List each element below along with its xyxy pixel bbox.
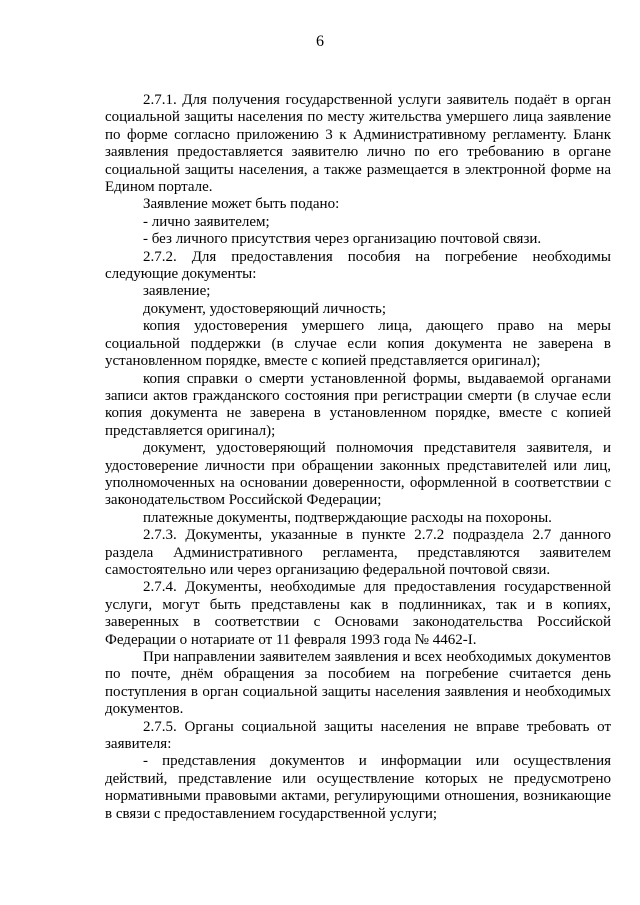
paragraph-submission-methods: Заявление может быть подано: (143, 196, 340, 213)
list-item-by-post: - без личного присутствия через организацию почтовой связи. (143, 231, 542, 248)
paragraph-postal-submission: При направлении заявителем заявления и всех необходимых документов по почте, днём обращения за пособием на погребение считается день поступления в орган социальной защиты населения заявления и необходимых документов. (105, 649, 611, 718)
list-item-application: заявление; (143, 283, 211, 300)
paragraph-2-7-4: 2.7.4. Документы, необходимые для предоставления государственной услуги, могут быть представлены как в подлинниках, так и в копиях, заверенных в соответствии с Основами законодательства Российской Федерации о нотариате от 11 февраля 1993 года № 4462-I. (105, 579, 611, 648)
list-item-in-person: - лично заявителем; (143, 213, 270, 230)
document-body (105, 92, 611, 823)
list-item-no-extra-documents: - представления документов и информации или осуществления действий, представление или осуществление которых не предусмотрено нормативными правовыми актами, регулирующими отношения, возникающие в связи с предоставлением государственной услуги; (105, 753, 611, 822)
paragraph-2-7-5: 2.7.5. Органы социальной защиты населения не вправе требовать от заявителя: (105, 718, 611, 753)
list-item-representative-authority: документ, удостоверяющий полномочия представителя заявителя, и удостоверение личности при обращении законных представителей или лиц, уполномоченных на основании доверенности, оформленной в соответствии с законодательством Российской Федерации; (105, 440, 611, 509)
list-item-death-certificate-copy: копия справки о смерти установленной формы, выдаваемой органами записи актов гражданского состояния при регистрации смерти (в случае если копия документа не заверена в установленном порядке, вместе с копией представляется оригинал); (105, 370, 611, 439)
paragraph-2-7-1: 2.7.1. Для получения государственной услуги заявитель подаёт в орган социальной защиты населения по месту жительства умершего лица заявление по форме согласно приложению 3 к Административному регламенту. Бланк заявления предоставляется заявителю лично по его требованию в органе социальной защиты населения, а также размещается в электронной форме на Едином портале. (105, 92, 611, 196)
paragraph-2-7-2: 2.7.2. Для предоставления пособия на погребение необходимы следующие документы: (105, 248, 611, 283)
page-number: 6 (316, 33, 324, 50)
paragraph-2-7-3: 2.7.3. Документы, указанные в пункте 2.7.2 подраздела 2.7 данного раздела Административного регламента, представляются заявителем самостоятельно или через организацию федеральной почтовой связи. (105, 527, 611, 578)
list-item-deceased-certificate-copy: копия удостоверения умершего лица, дающего право на меры социальной поддержки (в случае если копия документа не заверена в установленном порядке, вместе с копией представляется оригинал); (105, 318, 611, 370)
list-item-payment-documents: платежные документы, подтверждающие расходы на похороны. (143, 509, 552, 526)
list-item-identity-document: документ, удостоверяющий личность; (143, 300, 386, 317)
